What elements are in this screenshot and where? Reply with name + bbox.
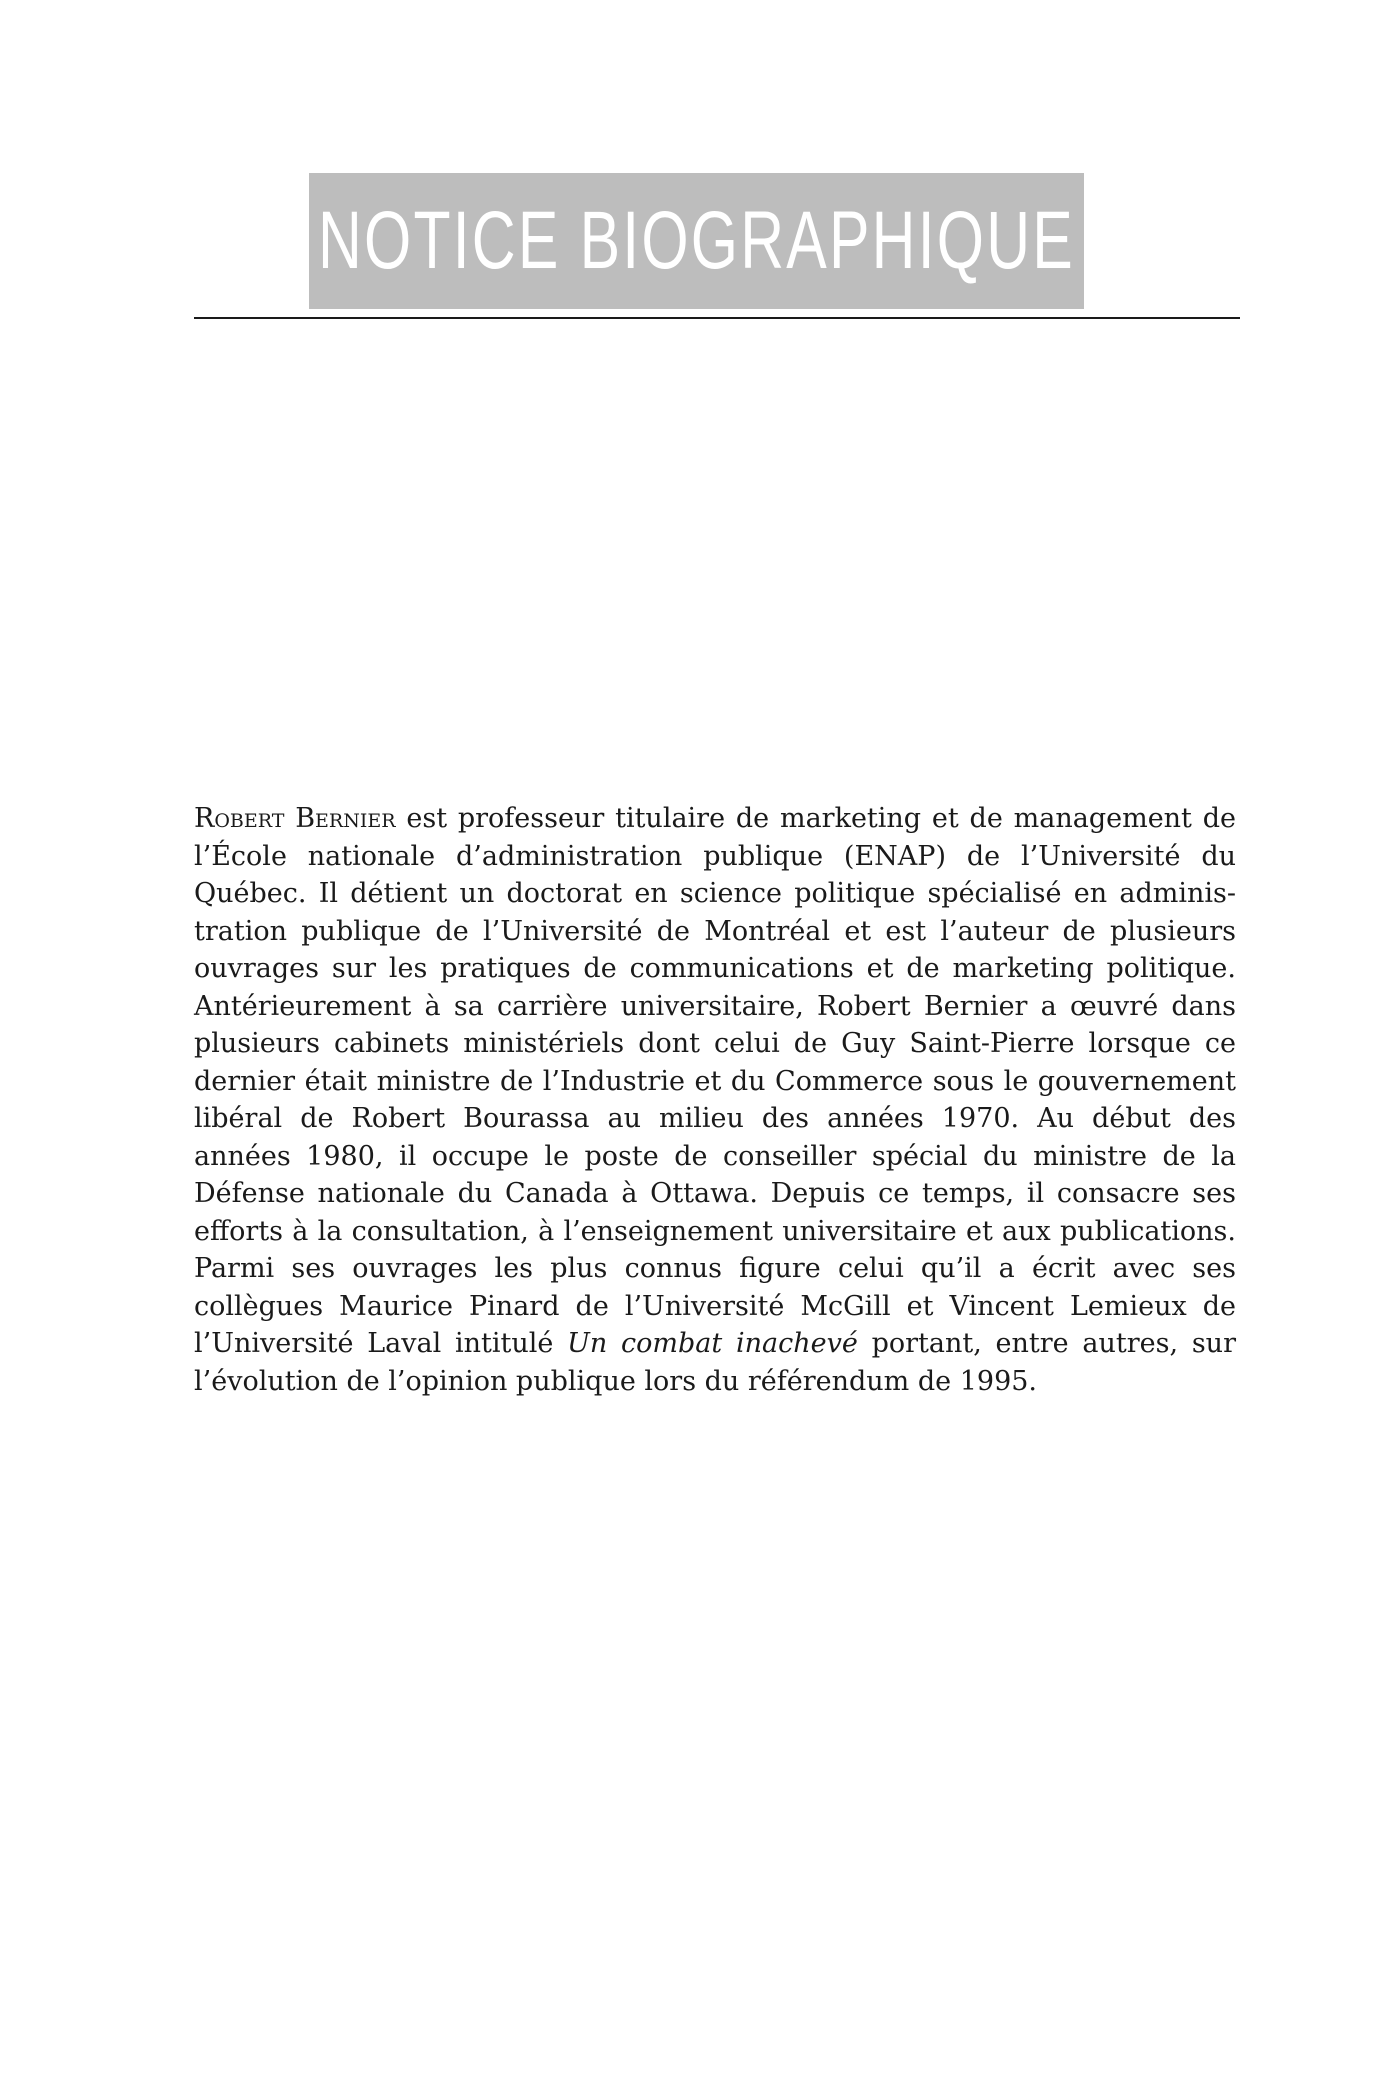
title-banner: [309, 173, 1084, 309]
biography-text-part1: est professeur titulaire de marketing et de management de l’École nationale d’administration publique (ENAP) de l’Université du Québec. Il détient un doctorat en science politique spécialisé en administration publique de l’Université de Montréal et est l’auteur de plusieurs ouvrages sur les pratiques de communications et de marketing politique. Antérieurement à sa carrière universitaire, Robert Bernier a œuvré dans plusieurs cabinets ministériels dont celui de Guy Saint-Pierre lorsque ce dernier était ministre de l’Industrie et du Commerce sous le gouvernement libéral de Robert Bourassa au milieu des années 1970. Au début des années 1980, il occupe le poste de conseiller spécial du ministre de la Défense nationale du Canada à Ottawa. Depuis ce temps, il consacre ses efforts à la consultation, à l’enseignement universitaire et aux publications. Parmi ses ouvrages les plus connus figure celui qu’il a écrit avec ses collègues Maurice Pinard de l’Université McGill et Vincent Lemieux de l’Université Laval intitulé: [194, 803, 1236, 1359]
biography-paragraph: [194, 800, 1236, 1400]
title-divider: [194, 317, 1240, 319]
author-name: Robert Bernier: [194, 803, 396, 834]
biography-text-part2: portant, entre autres, sur l’évolution de l’opinion publique lors du référendum de 1995.: [194, 1328, 1236, 1397]
book-title: Un combat inachevé: [567, 1328, 858, 1359]
page-title: NOTICE BIOGRAPHIQUE: [318, 195, 1075, 286]
